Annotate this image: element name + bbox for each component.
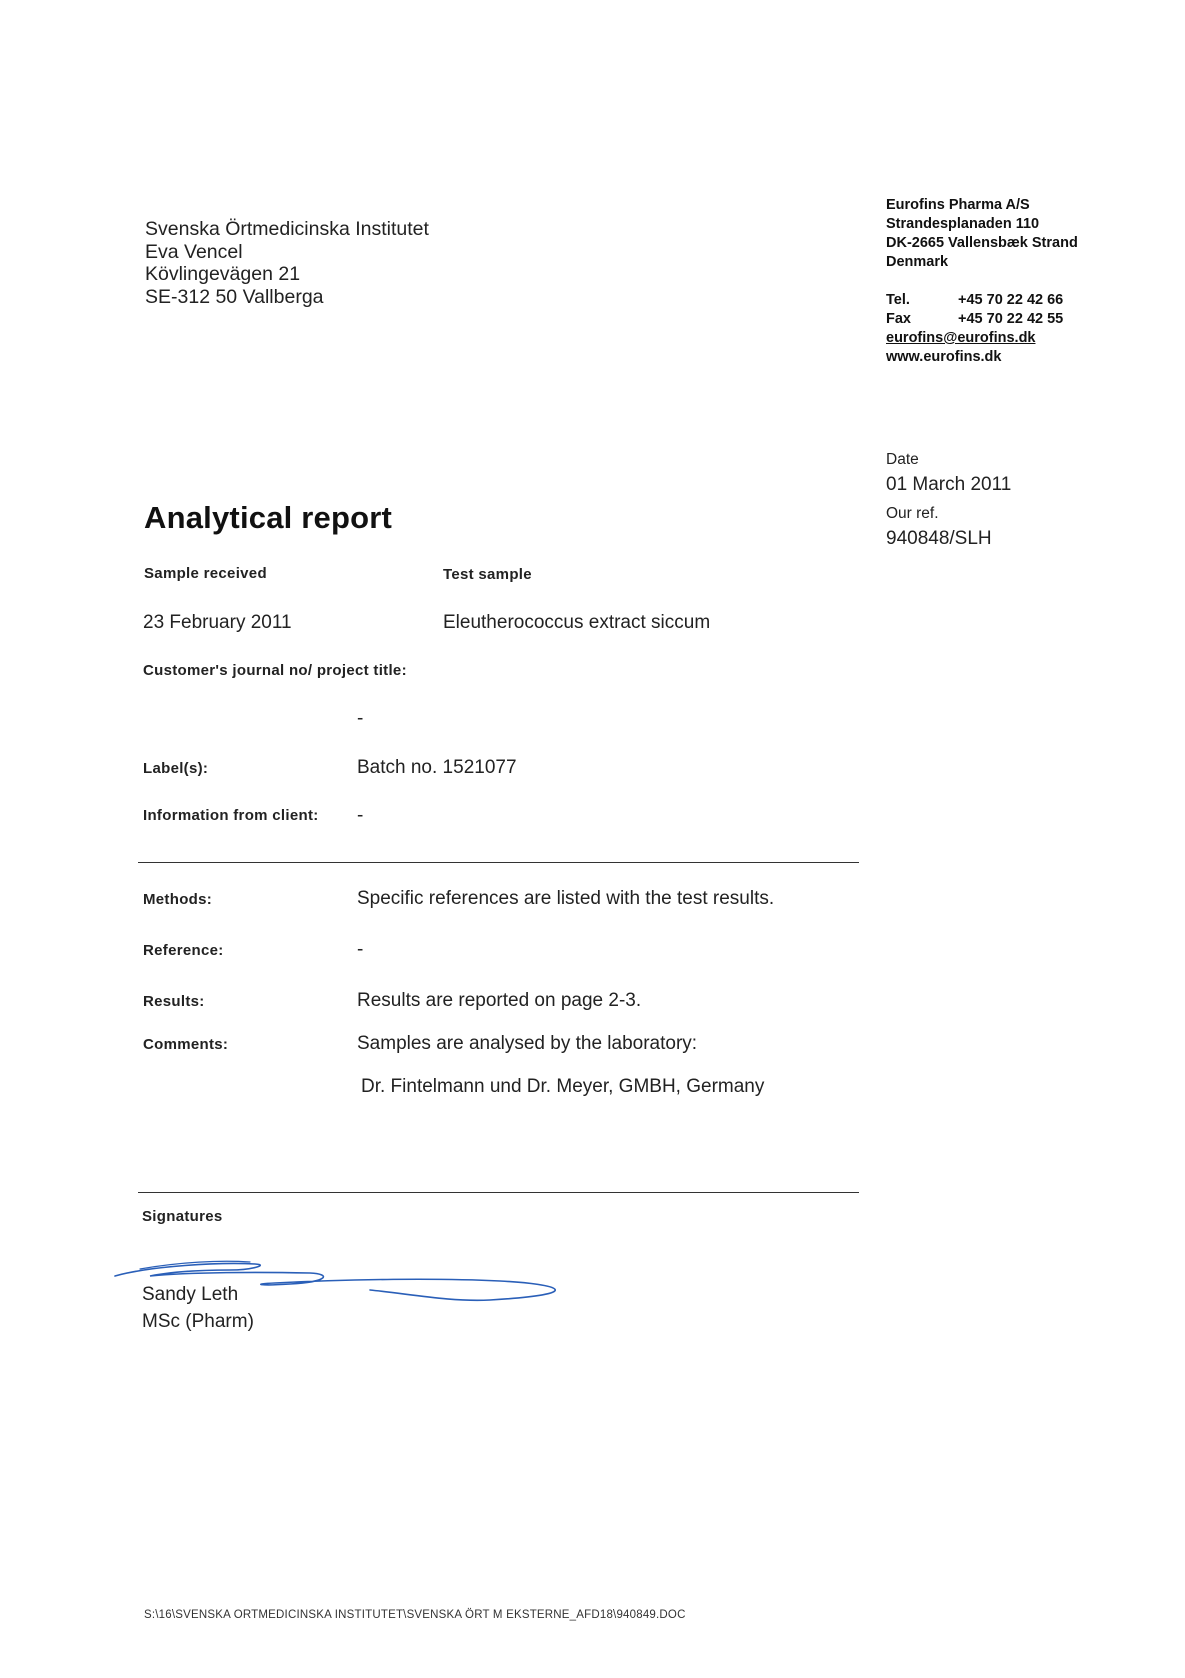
test-sample-label: Test sample bbox=[443, 566, 532, 583]
our-ref-label: Our ref. bbox=[886, 505, 939, 522]
journal-label: Customer's journal no/ project title: bbox=[143, 662, 407, 679]
signatures-label: Signatures bbox=[142, 1208, 223, 1225]
journal-value: - bbox=[357, 708, 364, 729]
comments-label: Comments: bbox=[143, 1036, 229, 1053]
handwritten-signature bbox=[110, 1250, 610, 1310]
sample-received-value: 23 February 2011 bbox=[143, 612, 292, 633]
page-title: Analytical report bbox=[144, 500, 393, 535]
recipient-address bbox=[145, 218, 429, 308]
test-sample-value: Eleutherococcus extract siccum bbox=[443, 612, 711, 633]
tel-value: +45 70 22 42 66 bbox=[958, 292, 1064, 308]
client-info-label: Information from client: bbox=[143, 807, 319, 824]
sender-company: Eurofins Pharma A/S bbox=[886, 197, 1030, 213]
sender-website-link[interactable]: www.eurofins.dk bbox=[886, 349, 1002, 365]
signer-title: MSc (Pharm) bbox=[142, 1311, 254, 1332]
comments-line-1: Samples are analysed by the laboratory: bbox=[357, 1033, 698, 1054]
results-label: Results: bbox=[143, 993, 205, 1010]
results-value: Results are reported on page 2-3. bbox=[357, 990, 642, 1011]
divider bbox=[138, 1192, 859, 1193]
our-ref-value: 940848/SLH bbox=[886, 528, 992, 549]
labels-label: Label(s): bbox=[143, 760, 209, 777]
sender-address bbox=[886, 196, 1078, 367]
recipient-line: SE-312 50 Vallberga bbox=[145, 285, 324, 308]
methods-value: Specific references are listed with the test results. bbox=[357, 888, 775, 909]
sender-email-link[interactable]: eurofins@eurofins.dk bbox=[886, 330, 1036, 346]
date-label: Date bbox=[886, 451, 919, 468]
fax-label: Fax bbox=[886, 311, 911, 327]
divider bbox=[138, 862, 859, 863]
client-info-value: - bbox=[357, 805, 364, 826]
methods-label: Methods: bbox=[143, 891, 213, 908]
sender-city: DK-2665 Vallensbæk Strand bbox=[886, 235, 1078, 251]
signer-name: Sandy Leth bbox=[142, 1284, 239, 1305]
recipient-line: Eva Vencel bbox=[145, 240, 243, 263]
reference-label: Reference: bbox=[143, 942, 224, 959]
sender-tel bbox=[886, 291, 1078, 310]
labels-value: Batch no. 1521077 bbox=[357, 757, 517, 778]
recipient-line: Kövlingevägen 21 bbox=[145, 263, 301, 285]
tel-label: Tel. bbox=[886, 292, 910, 308]
fax-value: +45 70 22 42 55 bbox=[958, 311, 1064, 327]
recipient-line: Svenska Örtmedicinska Institutet bbox=[145, 218, 429, 240]
sender-fax bbox=[886, 310, 1078, 329]
sample-received-label: Sample received bbox=[144, 565, 267, 582]
sender-street: Strandesplanaden 110 bbox=[886, 216, 1040, 232]
comments-line-2: Dr. Fintelmann und Dr. Meyer, GMBH, Germany bbox=[361, 1076, 765, 1097]
date-value: 01 March 2011 bbox=[886, 474, 1012, 495]
sender-country: Denmark bbox=[886, 254, 949, 270]
reference-value: - bbox=[357, 939, 364, 960]
footer-file-path: S:\16\SVENSKA ORTMEDICINSKA INSTITUTET\SVENSKA ÖRT M EKSTERNE_AFD18\940849.DOC bbox=[144, 1609, 686, 1621]
